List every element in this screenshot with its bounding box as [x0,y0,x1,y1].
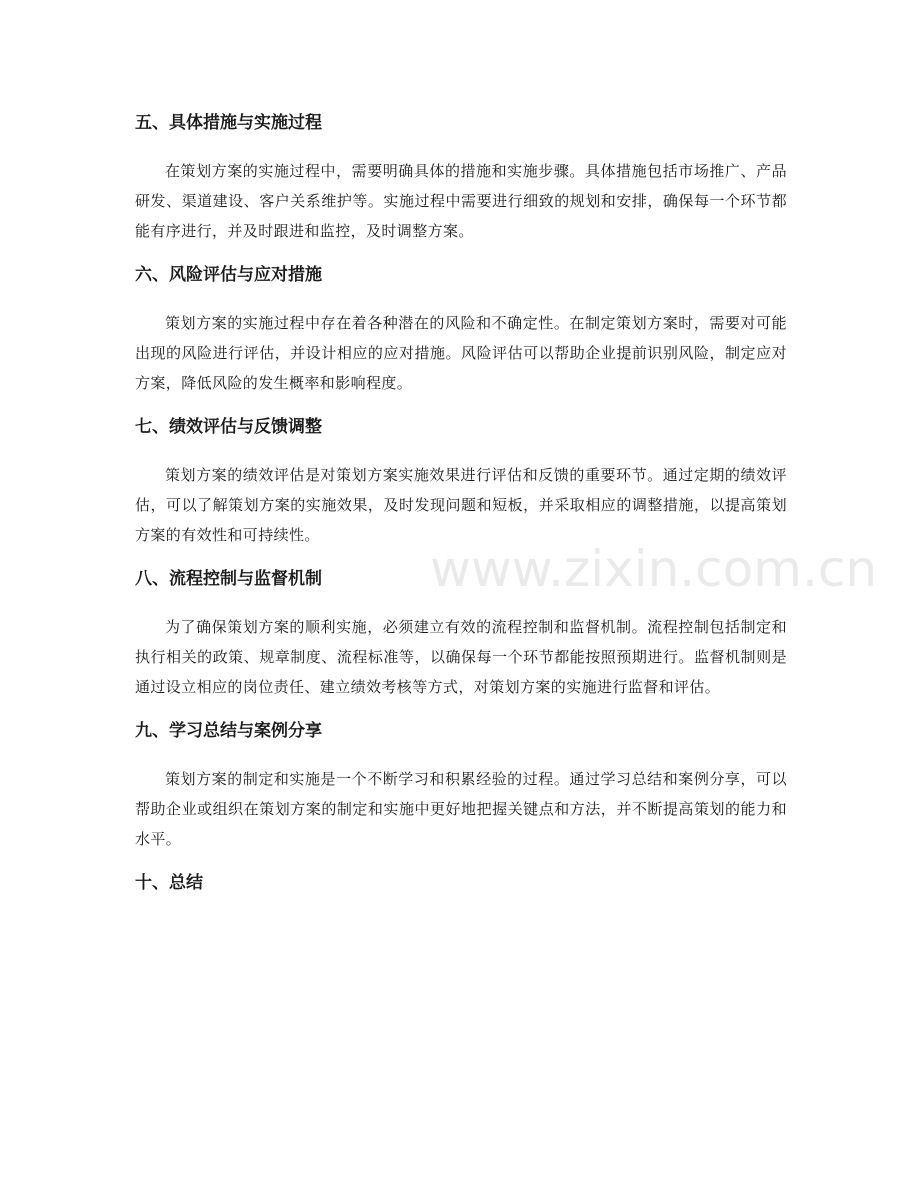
section-heading: 七、绩效评估与反馈调整 [135,417,322,437]
section-heading: 八、流程控制与监督机制 [135,569,322,589]
section-paragraph: 在策划方案的实施过程中，需要明确具体的措施和实施步骤。具体措施包括市场推广、产品研发、渠道建设、客户关系维护等。实施过程中需要进行细致的规划和安排，确保每一个环节都能有序进行，并及时跟进和监控，及时调整方案。 [135,162,787,240]
section-paragraph: 为了确保策划方案的顺利实施，必须建立有效的流程控制和监督机制。流程控制包括制定和执行相关的政策、规章制度、流程标准等，以确保每一个环节都能按照预期进行。监督机制则是通过设立相应的岗位责任、建立绩效考核等方式，对策划方案的实施进行监督和评估。 [135,618,787,696]
section-paragraph: 策划方案的绩效评估是对策划方案实施效果进行评估和反馈的重要环节。通过定期的绩效评估，可以了解策划方案的实施效果，及时发现问题和短板，并采取相应的调整措施，以提高策划方案的有效性和可持续性。 [135,466,787,544]
section-6 [135,260,787,398]
section-9 [135,716,787,854]
section-7 [135,412,787,550]
watermark-text: www.zixin.com.cn [430,540,878,598]
section-10 [135,868,787,898]
section-heading: 六、风险评估与应对措施 [135,265,322,285]
section-8 [135,564,787,702]
section-paragraph: 策划方案的实施过程中存在着各种潜在的风险和不确定性。在制定策划方案时，需要对可能出现的风险进行评估，并设计相应的应对措施。风险评估可以帮助企业提前识别风险，制定应对方案，降低风险的发生概率和影响程度。 [135,314,787,392]
section-heading: 十、总结 [135,873,203,893]
section-heading: 九、学习总结与案例分享 [135,721,322,741]
section-paragraph: 策划方案的制定和实施是一个不断学习和积累经验的过程。通过学习总结和案例分享，可以帮助企业或组织在策划方案的制定和实施中更好地把握关键点和方法，并不断提高策划的能力和水平。 [135,770,787,848]
document-body [135,108,878,916]
section-heading: 五、具体措施与实施过程 [135,113,322,133]
section-5 [135,108,787,246]
